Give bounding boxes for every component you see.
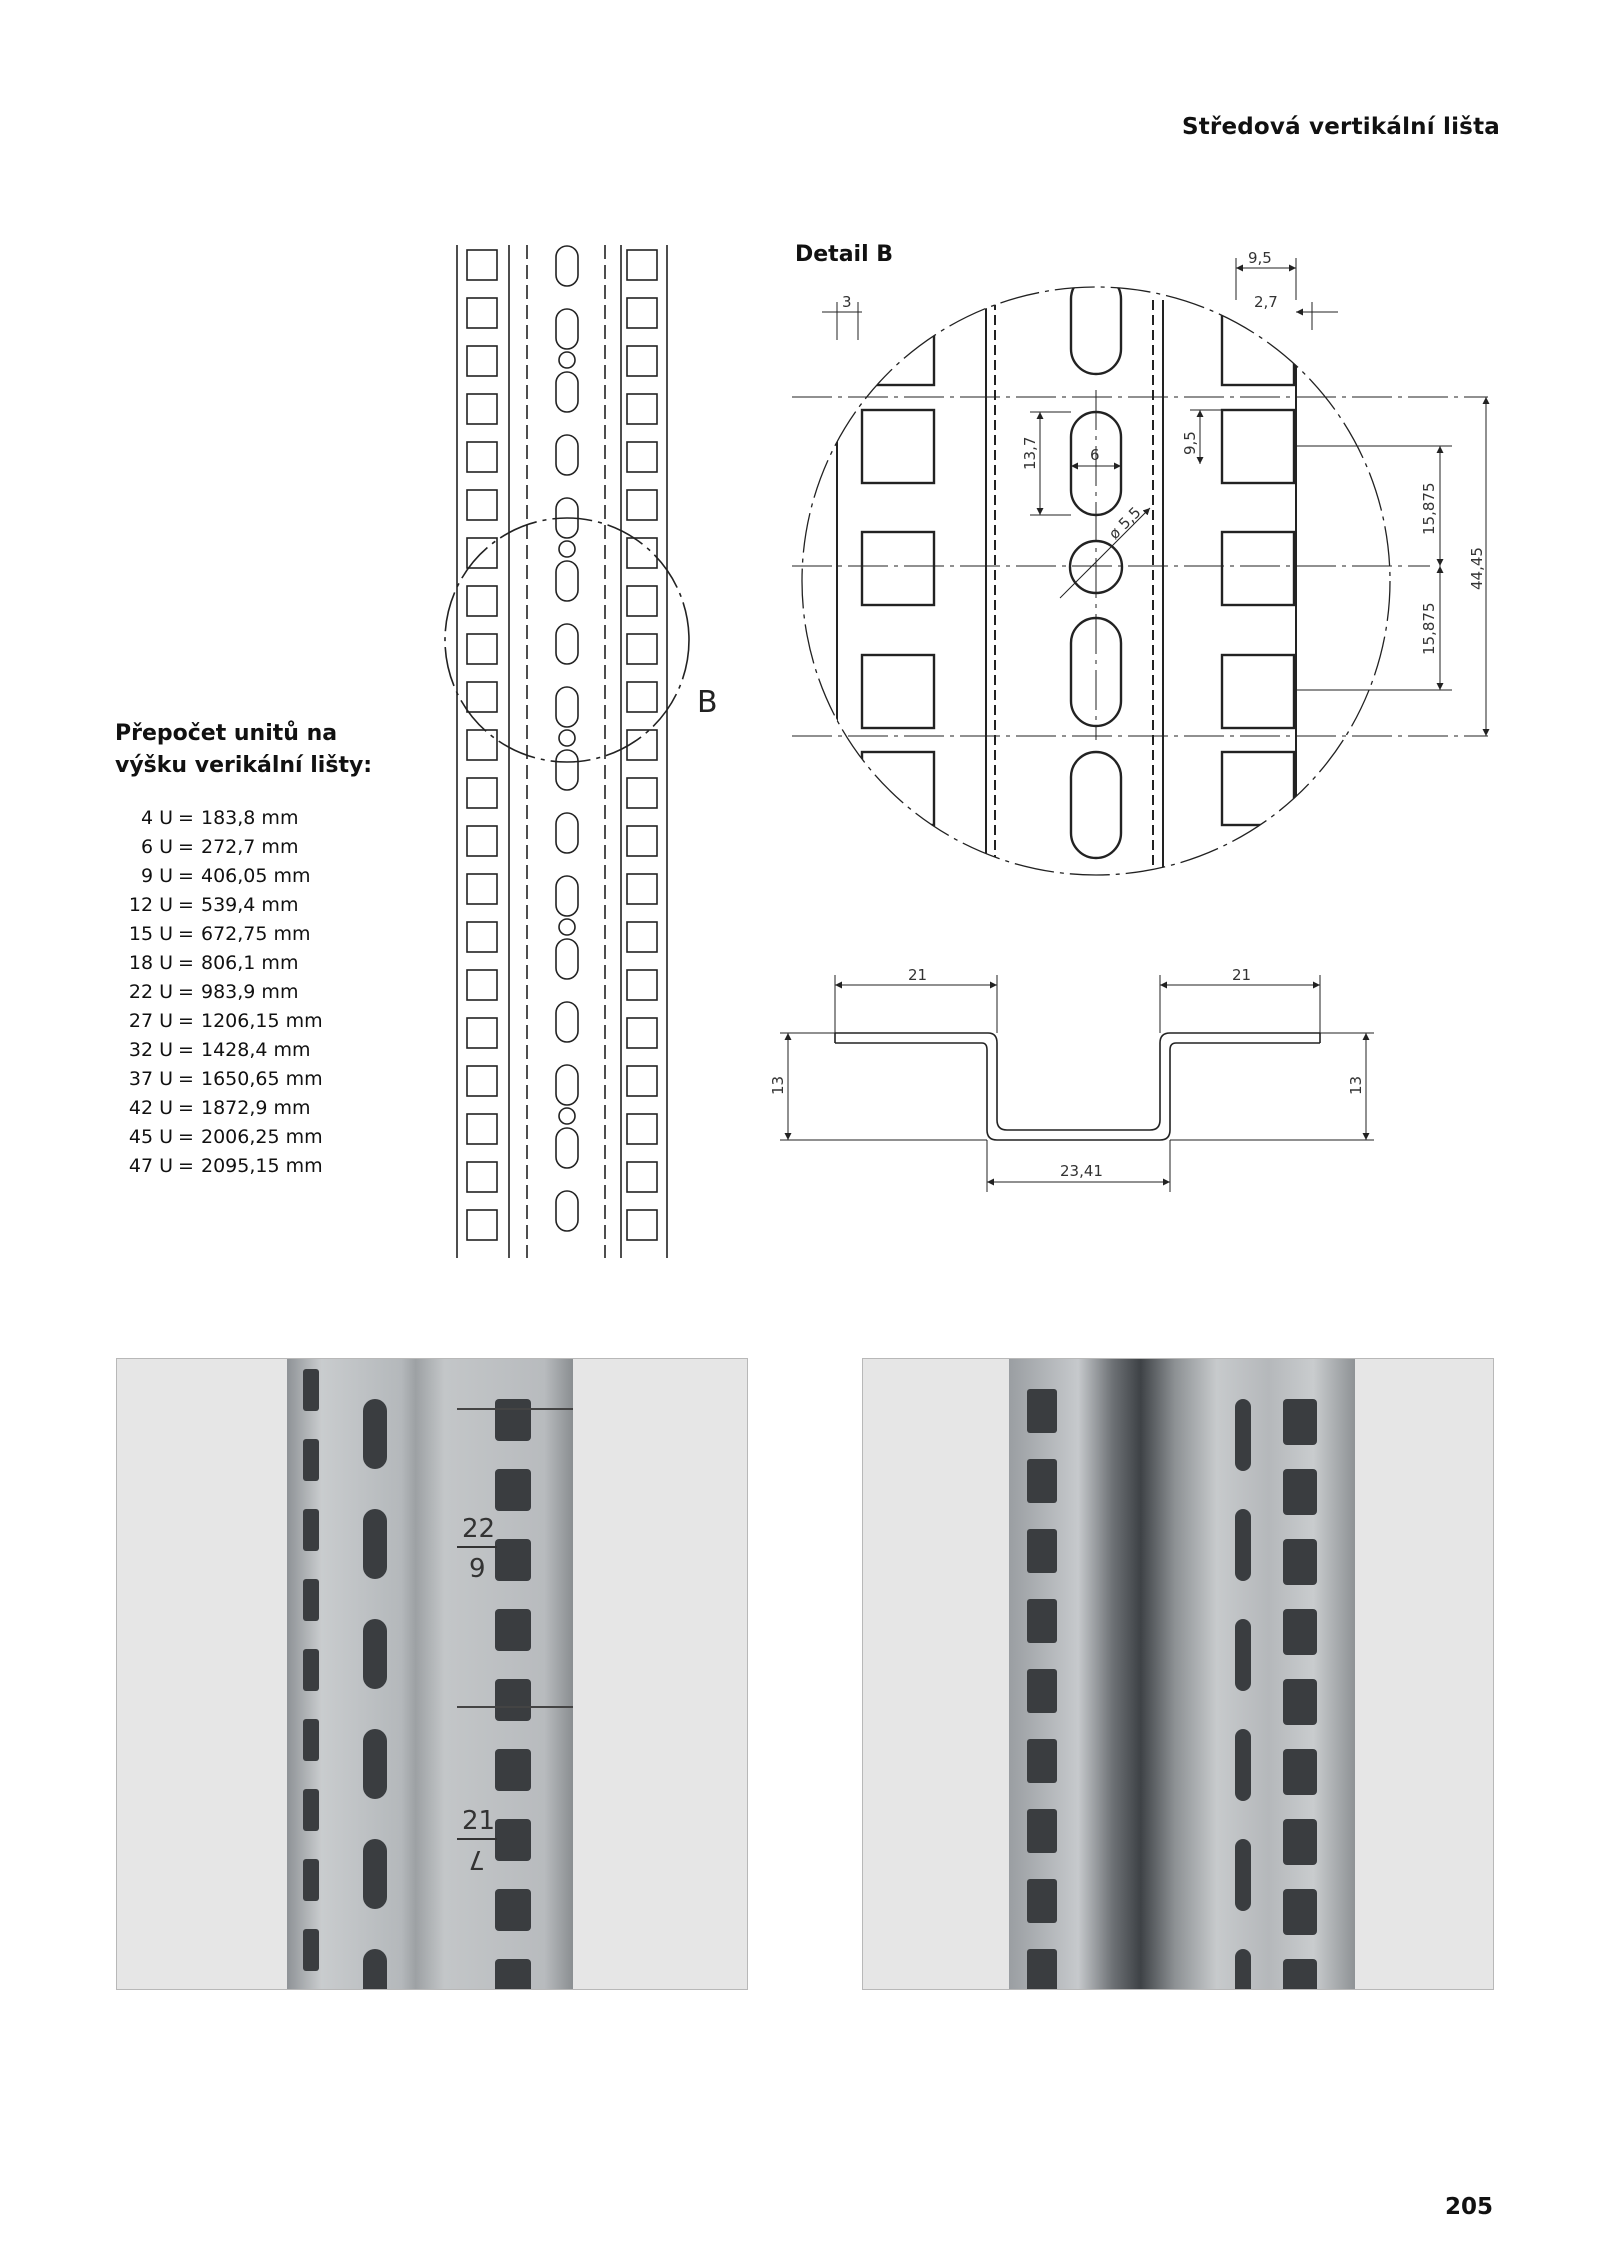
profile-dimension-labels xyxy=(769,966,1365,1180)
photo-square-hole xyxy=(303,1789,319,1831)
rail-square-hole xyxy=(467,970,497,1000)
photo-square-hole xyxy=(303,1369,319,1411)
dim-bottom-2341: 23,41 xyxy=(1060,1162,1103,1180)
rail-photo-side xyxy=(862,1358,1494,1990)
conversion-equals: = xyxy=(178,865,194,887)
rail-slot-hole xyxy=(556,813,578,853)
rail-round-hole xyxy=(559,730,575,746)
rail-square-hole xyxy=(627,490,657,520)
photo-square-hole xyxy=(1027,1599,1057,1643)
conversion-height: 1428,4 mm xyxy=(201,1039,311,1061)
conversion-unit: 45 U xyxy=(128,1126,173,1148)
conversion-equals: = xyxy=(178,807,194,829)
conversion-equals: = xyxy=(178,1155,194,1177)
rail-square-hole xyxy=(627,826,657,856)
rail-slot-hole xyxy=(556,939,578,979)
rail-square-hole xyxy=(627,250,657,280)
dim-9-5-top: 9,5 xyxy=(1248,249,1272,267)
photo-slot-hole xyxy=(363,1619,387,1689)
photo-square-hole xyxy=(1027,1809,1057,1853)
conversion-row xyxy=(115,1123,323,1152)
rail-square-hole xyxy=(627,394,657,424)
conversion-height: 1872,9 mm xyxy=(201,1097,311,1119)
rail-square-hole xyxy=(627,634,657,664)
conversion-equals: = xyxy=(178,981,194,1003)
conversion-unit: 15 U xyxy=(128,923,173,945)
profile-section xyxy=(780,975,1374,1192)
dim-3: 3 xyxy=(842,293,852,311)
rail-square-hole xyxy=(467,586,497,616)
rail-slot-hole xyxy=(556,435,578,475)
photo-square-hole xyxy=(495,1469,531,1511)
photo-square-hole xyxy=(1283,1959,1317,1989)
photo-square-hole xyxy=(303,1719,319,1761)
photo-square-hole xyxy=(495,1679,531,1721)
rail-square-hole xyxy=(467,490,497,520)
photo-square-hole xyxy=(1283,1609,1317,1655)
photo-square-hole xyxy=(495,1609,531,1651)
rail-slot-hole xyxy=(556,246,578,286)
conversion-title-line2: výšku verikální lišty: xyxy=(115,753,373,778)
photo-square-hole xyxy=(1283,1889,1317,1935)
conversion-row xyxy=(115,833,323,862)
photo-mark-21: 21 xyxy=(462,1806,496,1836)
rail-square-hole xyxy=(627,922,657,952)
conversion-row xyxy=(115,949,323,978)
photo-slot-hole xyxy=(1235,1399,1251,1471)
conversion-height: 672,75 mm xyxy=(201,923,311,945)
rail-square-hole xyxy=(467,682,497,712)
rail-square-hole xyxy=(467,394,497,424)
photo-square-hole xyxy=(1283,1819,1317,1865)
photo-slot-hole xyxy=(363,1509,387,1579)
rail-square-hole xyxy=(467,730,497,760)
rail-round-hole xyxy=(559,1108,575,1124)
photo-square-hole xyxy=(303,1509,319,1551)
conversion-equals: = xyxy=(178,836,194,858)
conversion-unit: 22 U xyxy=(128,981,173,1003)
conversion-equals: = xyxy=(178,1126,194,1148)
photo-square-hole xyxy=(1027,1879,1057,1923)
rail-square-hole xyxy=(467,298,497,328)
photo-square-hole xyxy=(303,1929,319,1971)
rail-square-hole xyxy=(467,634,497,664)
conversion-row xyxy=(115,978,323,1007)
rail-slot-hole xyxy=(556,1191,578,1231)
conversion-height: 983,9 mm xyxy=(201,981,299,1003)
rail-slot-hole xyxy=(556,750,578,790)
rail-square-hole xyxy=(627,874,657,904)
rail-slot-hole xyxy=(556,561,578,601)
section-title: Středová vertikální lišta xyxy=(1181,114,1500,140)
rail-photo-front xyxy=(116,1358,748,1990)
conversion-row xyxy=(115,804,323,833)
rail-square-hole xyxy=(627,1162,657,1192)
photo-square-hole xyxy=(495,1819,531,1861)
conversion-unit: 18 U xyxy=(128,952,173,974)
rail-slot-hole xyxy=(556,624,578,664)
page-number: 205 xyxy=(1444,2194,1493,2220)
rail-square-hole xyxy=(627,1210,657,1240)
conversion-equals: = xyxy=(178,1010,194,1032)
photo-square-hole xyxy=(1027,1739,1057,1783)
conversion-row xyxy=(115,1152,323,1181)
rail-square-hole xyxy=(627,730,657,760)
photo-slot-hole xyxy=(363,1949,387,1989)
callout-label-b: B xyxy=(697,685,718,720)
conversion-title-line1: Přepočet unitů na xyxy=(115,721,338,746)
dim-left-21: 21 xyxy=(908,966,928,984)
photo-square-hole xyxy=(303,1439,319,1481)
photo-slot-hole xyxy=(363,1729,387,1799)
rail-square-hole xyxy=(467,1210,497,1240)
dim-6: 6 xyxy=(1090,446,1100,464)
dim-2-7: 2,7 xyxy=(1254,293,1278,311)
conversion-row xyxy=(115,1036,323,1065)
conversion-unit: 4 U xyxy=(140,807,173,829)
photo-slot-hole xyxy=(1235,1619,1251,1691)
unit-conversion xyxy=(115,718,415,1181)
dim-9-5-side: 9,5 xyxy=(1181,431,1199,455)
photo-square-hole xyxy=(495,1749,531,1791)
photo-square-hole xyxy=(495,1959,531,1989)
rail-square-hole xyxy=(627,538,657,568)
conversion-height: 2095,15 mm xyxy=(201,1155,323,1177)
conversion-row xyxy=(115,1007,323,1036)
photo-square-hole xyxy=(1283,1399,1317,1445)
conversion-height: 1206,15 mm xyxy=(201,1010,323,1032)
photo-square-hole xyxy=(495,1889,531,1931)
photo-square-hole xyxy=(1283,1539,1317,1585)
photo-mark-7: 7 xyxy=(468,1844,485,1874)
photo-slot-hole xyxy=(1235,1729,1251,1801)
photo-square-hole xyxy=(1283,1679,1317,1725)
rail-slot-hole xyxy=(556,372,578,412)
rail-square-hole xyxy=(467,1018,497,1048)
photo-square-hole xyxy=(1027,1389,1057,1433)
rail-slot-hole xyxy=(556,1128,578,1168)
conversion-row xyxy=(115,1065,323,1094)
rail-square-hole xyxy=(467,826,497,856)
photo-mark-22: 22 xyxy=(462,1514,496,1544)
rail-elevation xyxy=(445,245,689,1258)
rail-square-hole xyxy=(627,442,657,472)
conversion-row xyxy=(115,920,323,949)
rail-square-hole xyxy=(467,1066,497,1096)
rail-slot-hole xyxy=(556,1002,578,1042)
conversion-row xyxy=(115,891,323,920)
detail-b-drawing xyxy=(792,258,1488,880)
conversion-table xyxy=(115,804,323,1181)
conversion-unit: 9 U xyxy=(140,865,173,887)
conversion-unit: 42 U xyxy=(128,1097,173,1119)
rail-round-hole xyxy=(559,541,575,557)
rail-square-hole xyxy=(467,250,497,280)
rail-square-hole xyxy=(467,1114,497,1144)
dim-4445: 44,45 xyxy=(1468,547,1486,590)
dim-left-13: 13 xyxy=(769,1075,787,1095)
conversion-height: 539,4 mm xyxy=(201,894,299,916)
photo-square-hole xyxy=(303,1579,319,1621)
rail-square-hole xyxy=(467,874,497,904)
conversion-row xyxy=(115,1094,323,1123)
rail-square-hole xyxy=(627,970,657,1000)
rail-square-hole xyxy=(467,346,497,376)
rail-square-hole xyxy=(627,778,657,808)
photo-square-hole xyxy=(495,1539,531,1581)
photo-square-hole xyxy=(1027,1529,1057,1573)
rail-square-hole xyxy=(467,778,497,808)
rail-square-hole xyxy=(627,346,657,376)
dim-15875-a: 15,875 xyxy=(1420,482,1438,535)
rail-square-hole xyxy=(467,922,497,952)
conversion-row xyxy=(115,862,323,891)
photo-slot-hole xyxy=(1235,1839,1251,1911)
conversion-equals: = xyxy=(178,1068,194,1090)
photo-square-hole xyxy=(495,1399,531,1441)
conversion-equals: = xyxy=(178,894,194,916)
rail-square-hole xyxy=(627,586,657,616)
photo-square-hole xyxy=(303,1649,319,1691)
rail-square-hole xyxy=(627,682,657,712)
photo-slot-hole xyxy=(363,1399,387,1469)
rail-square-hole xyxy=(627,1066,657,1096)
rail-round-hole xyxy=(559,919,575,935)
conversion-equals: = xyxy=(178,923,194,945)
photo-square-hole xyxy=(1283,1469,1317,1515)
conversion-equals: = xyxy=(178,1097,194,1119)
rail-slot-hole xyxy=(556,687,578,727)
photo-slot-hole xyxy=(1235,1949,1251,1989)
detail-b-title: Detail B xyxy=(795,242,894,267)
photo-square-hole xyxy=(303,1859,319,1901)
conversion-unit: 27 U xyxy=(128,1010,173,1032)
rail-round-hole xyxy=(559,352,575,368)
photo-slot-hole xyxy=(363,1839,387,1909)
photo-square-hole xyxy=(1027,1669,1057,1713)
photo-square-hole xyxy=(1283,1749,1317,1795)
dim-15875-b: 15,875 xyxy=(1420,602,1438,655)
conversion-height: 406,05 mm xyxy=(201,865,311,887)
rail-slot-hole xyxy=(556,1065,578,1105)
rail-square-hole xyxy=(467,442,497,472)
rail-square-hole xyxy=(467,1162,497,1192)
rail-slot-hole xyxy=(556,876,578,916)
photo-square-hole xyxy=(1027,1459,1057,1503)
conversion-height: 183,8 mm xyxy=(201,807,299,829)
conversion-unit: 6 U xyxy=(140,836,173,858)
rail-square-hole xyxy=(627,1018,657,1048)
dim-right-13: 13 xyxy=(1347,1075,1365,1095)
rail-slot-hole xyxy=(556,309,578,349)
conversion-title xyxy=(115,718,415,782)
conversion-height: 2006,25 mm xyxy=(201,1126,323,1148)
conversion-height: 272,7 mm xyxy=(201,836,299,858)
conversion-unit: 12 U xyxy=(128,894,173,916)
photo-slot-hole xyxy=(1235,1509,1251,1581)
conversion-unit: 32 U xyxy=(128,1039,173,1061)
rail-square-hole xyxy=(627,298,657,328)
photo-mark-9: 9 xyxy=(469,1554,486,1584)
dim-diameter: ø 5,5 xyxy=(1105,503,1145,543)
conversion-equals: = xyxy=(178,952,194,974)
photo-square-hole xyxy=(1027,1949,1057,1989)
dim-13-7: 13,7 xyxy=(1021,436,1039,470)
conversion-unit: 47 U xyxy=(128,1155,173,1177)
conversion-equals: = xyxy=(178,1039,194,1061)
rail-square-hole xyxy=(627,1114,657,1144)
conversion-height: 1650,65 mm xyxy=(201,1068,323,1090)
conversion-height: 806,1 mm xyxy=(201,952,299,974)
dim-right-21: 21 xyxy=(1232,966,1252,984)
conversion-unit: 37 U xyxy=(128,1068,173,1090)
